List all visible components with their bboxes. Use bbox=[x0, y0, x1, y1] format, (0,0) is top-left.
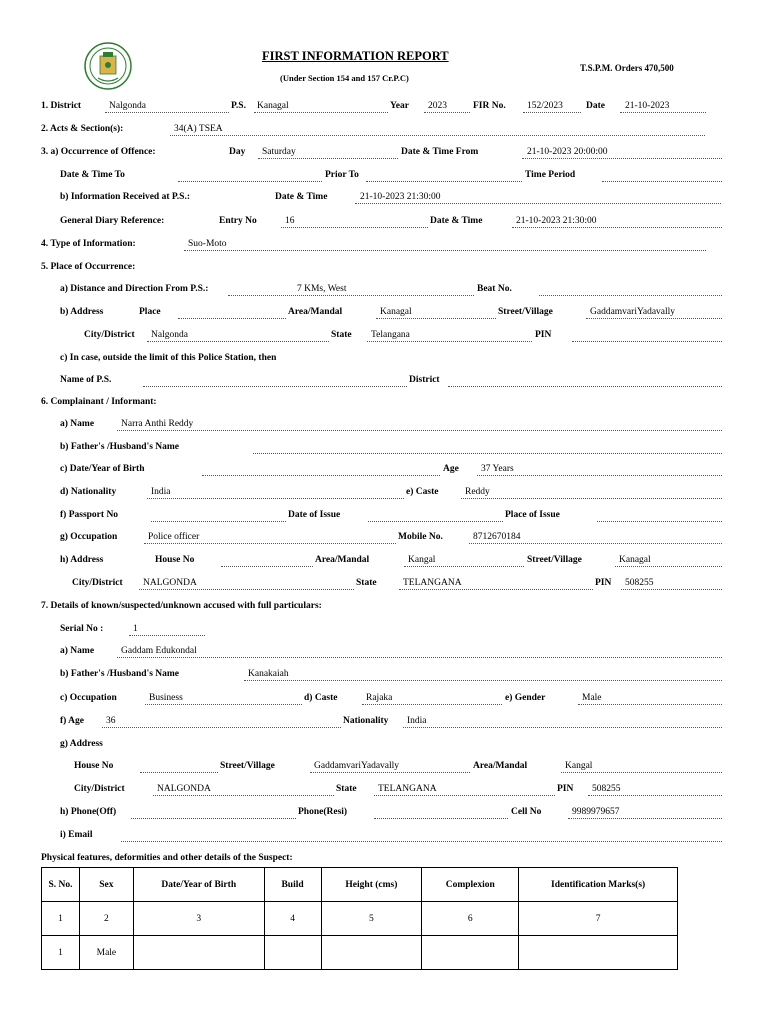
info-type-value: Suo-Moto bbox=[188, 239, 227, 249]
complainant-street-value: Kanagal bbox=[619, 555, 651, 565]
orders-reference: T.S.P.M. Orders 470,500 bbox=[580, 63, 674, 73]
accused-area-value: Kangal bbox=[565, 761, 593, 771]
outside-district-label: District bbox=[409, 375, 440, 385]
complainant-street-label: Street/Village bbox=[527, 555, 582, 565]
accused-state-label: State bbox=[336, 784, 357, 794]
phone-off-label: h) Phone(Off) bbox=[60, 807, 117, 817]
table-cell: Male bbox=[79, 936, 133, 970]
col-header: Sex bbox=[79, 868, 133, 902]
table-row bbox=[42, 902, 678, 936]
table-cell bbox=[321, 936, 422, 970]
date-time-from-value: 21-10-2023 20:00:00 bbox=[527, 147, 608, 157]
accused-pin-value: 508255 bbox=[592, 784, 621, 794]
date-label: Date bbox=[586, 101, 605, 111]
day-value: Saturday bbox=[262, 147, 296, 157]
complainant-name-value: Narra Anthi Reddy bbox=[121, 419, 194, 429]
page-title: FIRST INFORMATION REPORT bbox=[262, 49, 449, 63]
complainant-state-value: TELANGANA bbox=[403, 578, 462, 588]
complainant-state-label: State bbox=[356, 578, 377, 588]
complainant-label: 6. Complainant / Informant: bbox=[41, 397, 157, 407]
table-cell bbox=[422, 936, 519, 970]
table-cell: 3 bbox=[133, 902, 264, 936]
table-cell bbox=[264, 936, 321, 970]
table-cell: 2 bbox=[79, 902, 133, 936]
fir-value: 152/2023 bbox=[527, 101, 563, 111]
complainant-house-label: House No bbox=[155, 555, 195, 565]
info-received-label: b) Information Received at P.S.: bbox=[60, 192, 190, 202]
table-cell: 5 bbox=[321, 902, 422, 936]
table-cell bbox=[133, 936, 264, 970]
complainant-age-label: Age bbox=[443, 464, 459, 474]
info-datetime-value: 21-10-2023 21:30:00 bbox=[360, 192, 441, 202]
city-district-value: Nalgonda bbox=[151, 330, 188, 340]
info-datetime-label: Date & Time bbox=[275, 192, 328, 202]
entry-no-value: 16 bbox=[285, 216, 295, 226]
complainant-caste-value: Reddy bbox=[465, 487, 490, 497]
accused-area-label: Area/Mandal bbox=[473, 761, 528, 771]
street-village-value: GaddamvariYadavally bbox=[590, 307, 676, 317]
passport-label: f) Passport No bbox=[60, 510, 119, 520]
col-header: Identification Marks(s) bbox=[519, 868, 678, 902]
serial-no-label: Serial No : bbox=[60, 624, 104, 634]
complainant-address-label: h) Address bbox=[60, 555, 104, 565]
accused-city-value: NALGONDA bbox=[157, 784, 211, 794]
fir-label: FIR No. bbox=[473, 101, 506, 111]
distance-label: a) Distance and Direction From P.S.: bbox=[60, 284, 209, 294]
accused-address-label: g) Address bbox=[60, 739, 103, 749]
col-header: Height (cms) bbox=[321, 868, 422, 902]
complainant-nationality-value: India bbox=[151, 487, 171, 497]
state-emblem-icon bbox=[84, 42, 132, 90]
info-type-label: 4. Type of Information: bbox=[41, 239, 136, 249]
state-label: State bbox=[331, 330, 352, 340]
col-header: S. No. bbox=[42, 868, 80, 902]
gd-datetime-label: Date & Time bbox=[430, 216, 483, 226]
complainant-pin-value: 508255 bbox=[625, 578, 654, 588]
complainant-area-value: Kangal bbox=[408, 555, 436, 565]
area-mandal-label: Area/Mandal bbox=[288, 307, 343, 317]
entry-no-label: Entry No bbox=[219, 216, 257, 226]
ps-value: Kanagal bbox=[257, 101, 289, 111]
mobile-label: Mobile No. bbox=[398, 532, 443, 542]
district-label: 1. District bbox=[41, 101, 82, 111]
col-header: Date/Year of Birth bbox=[133, 868, 264, 902]
place-occurrence-label: 5. Place of Occurrence: bbox=[41, 262, 136, 272]
cell-no-value: 9989979657 bbox=[572, 807, 620, 817]
complainant-caste-label: e) Caste bbox=[406, 487, 439, 497]
distance-value: 7 KMs, West bbox=[297, 284, 347, 294]
serial-no-value: 1 bbox=[133, 624, 138, 634]
accused-occupation-value: Business bbox=[149, 693, 183, 703]
complainant-dob-label: c) Date/Year of Birth bbox=[60, 464, 145, 474]
suspect-features-table bbox=[41, 867, 678, 970]
beat-no-label: Beat No. bbox=[477, 284, 512, 294]
complainant-pin-label: PIN bbox=[595, 578, 612, 588]
passport-issue-place-label: Place of Issue bbox=[505, 510, 560, 520]
mobile-value: 8712670184 bbox=[473, 532, 521, 542]
accused-nationality-label: Nationality bbox=[343, 716, 389, 726]
pin-label: PIN bbox=[535, 330, 552, 340]
outside-limit-label: c) In case, outside the limit of this Police Station, then bbox=[60, 353, 277, 363]
date-time-from-label: Date & Time From bbox=[401, 147, 479, 157]
accused-gender-label: e) Gender bbox=[505, 693, 546, 703]
accused-nationality-value: India bbox=[407, 716, 427, 726]
table-cell: 6 bbox=[422, 902, 519, 936]
address-label: b) Address bbox=[60, 307, 104, 317]
complainant-occupation-label: g) Occupation bbox=[60, 532, 118, 542]
year-value: 2023 bbox=[428, 101, 447, 111]
accused-details-label: 7. Details of known/suspected/unknown accused with full particulars: bbox=[41, 601, 322, 611]
ps-label: P.S. bbox=[231, 101, 246, 111]
accused-street-value: GaddamvariYadavally bbox=[314, 761, 400, 771]
accused-gender-value: Male bbox=[582, 693, 602, 703]
accused-house-label: House No bbox=[74, 761, 114, 771]
email-label: i) Email bbox=[60, 830, 93, 840]
accused-state-value: TELANGANA bbox=[378, 784, 437, 794]
accused-caste-value: Rajaka bbox=[366, 693, 393, 703]
passport-issue-date-label: Date of Issue bbox=[288, 510, 341, 520]
accused-father-label: b) Father's /Husband's Name bbox=[60, 669, 180, 679]
acts-value: 34(A) TSEA bbox=[174, 124, 223, 134]
complainant-name-label: a) Name bbox=[60, 419, 95, 429]
table-row bbox=[42, 936, 678, 970]
complainant-area-label: Area/Mandal bbox=[315, 555, 370, 565]
street-village-label: Street/Village bbox=[498, 307, 553, 317]
gd-reference-label: General Diary Reference: bbox=[60, 216, 165, 226]
date-time-to-label: Date & Time To bbox=[60, 170, 125, 180]
accused-father-value: Kanakaiah bbox=[248, 669, 289, 679]
accused-age-label: f) Age bbox=[60, 716, 85, 726]
table-cell: 4 bbox=[264, 902, 321, 936]
gd-datetime-value: 21-10-2023 21:30:00 bbox=[516, 216, 597, 226]
accused-caste-label: d) Caste bbox=[304, 693, 338, 703]
complainant-city-value: NALGONDA bbox=[143, 578, 197, 588]
complainant-city-label: City/District bbox=[72, 578, 123, 588]
table-cell: 7 bbox=[519, 902, 678, 936]
accused-city-label: City/District bbox=[74, 784, 125, 794]
occurrence-label: 3. a) Occurrence of Offence: bbox=[41, 147, 156, 157]
acts-label: 2. Acts & Section(s): bbox=[41, 124, 124, 134]
accused-occupation-label: c) Occupation bbox=[60, 693, 117, 703]
area-mandal-value: Kanagal bbox=[380, 307, 412, 317]
table-cell bbox=[519, 936, 678, 970]
phone-resi-label: Phone(Resi) bbox=[298, 807, 348, 817]
day-label: Day bbox=[229, 147, 246, 157]
date-value: 21-10-2023 bbox=[625, 101, 670, 111]
accused-street-label: Street/Village bbox=[220, 761, 275, 771]
district-value: Nalgonda bbox=[109, 101, 146, 111]
complainant-father-label: b) Father's /Husband's Name bbox=[60, 442, 180, 452]
place-label: Place bbox=[139, 307, 161, 317]
page-subtitle: (Under Section 154 and 157 Cr.P.C) bbox=[280, 73, 409, 83]
col-header: Complexion bbox=[422, 868, 519, 902]
accused-age-value: 36 bbox=[106, 716, 116, 726]
accused-pin-label: PIN bbox=[557, 784, 574, 794]
table-header-row bbox=[42, 868, 678, 902]
name-of-ps-label: Name of P.S. bbox=[60, 375, 112, 385]
time-period-label: Time Period bbox=[525, 170, 576, 180]
cell-no-label: Cell No bbox=[511, 807, 542, 817]
table-cell: 1 bbox=[42, 902, 80, 936]
col-header: Build bbox=[264, 868, 321, 902]
year-label: Year bbox=[390, 101, 409, 111]
complainant-age-value: 37 Years bbox=[481, 464, 514, 474]
city-district-label: City/District bbox=[84, 330, 135, 340]
state-value: Telangana bbox=[371, 330, 410, 340]
table-cell: 1 bbox=[42, 936, 80, 970]
accused-name-value: Gaddam Edukondal bbox=[121, 646, 197, 656]
accused-name-label: a) Name bbox=[60, 646, 95, 656]
physical-features-label: Physical features, deformities and other details of the Suspect: bbox=[41, 853, 293, 863]
prior-to-label: Prior To bbox=[325, 170, 359, 180]
complainant-occupation-value: Police officer bbox=[148, 532, 200, 542]
complainant-nationality-label: d) Nationality bbox=[60, 487, 117, 497]
